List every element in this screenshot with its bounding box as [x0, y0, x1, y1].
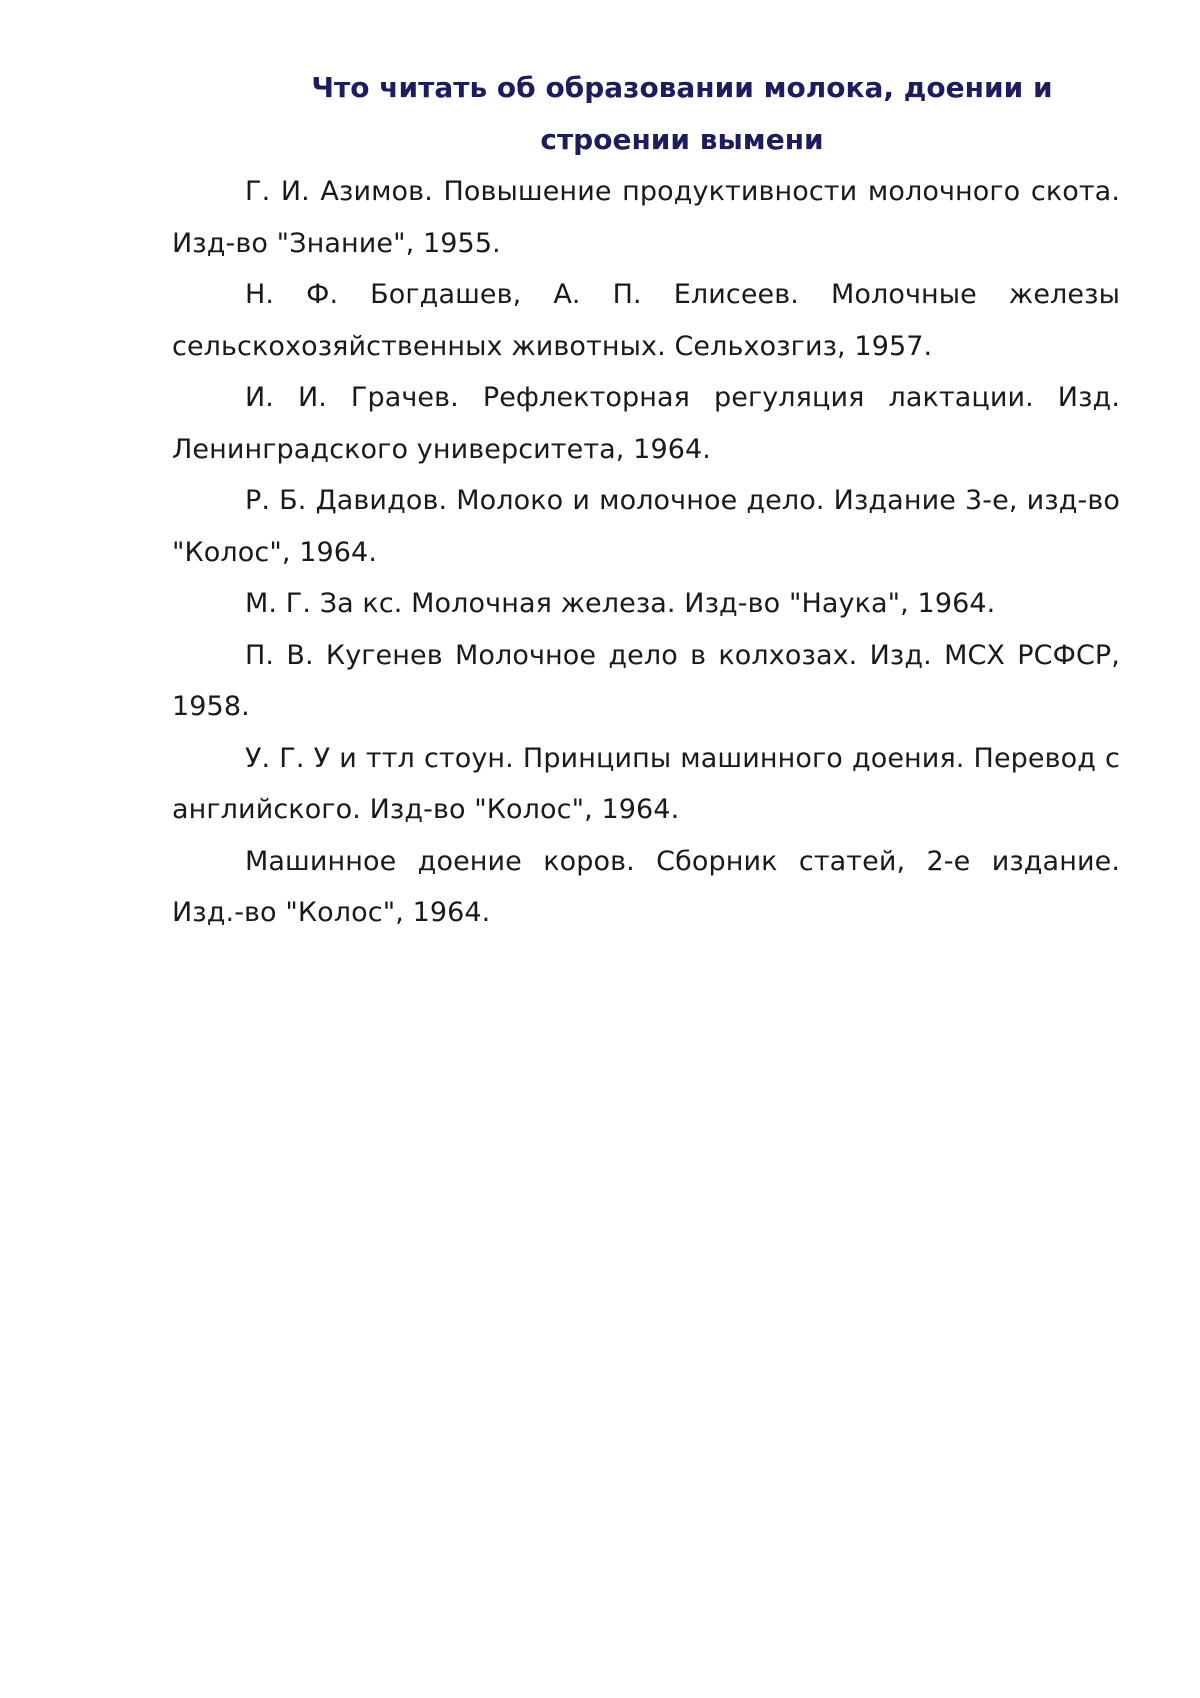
- document-page: [172, 62, 1120, 939]
- reference-item: Р. Б. Давидов. Молоко и молочное дело. Издание 3-е, изд-во "Колос", 1964.: [172, 485, 1120, 568]
- reference-list: [172, 166, 1120, 939]
- page-title-line-1: Что читать об образовании молока, доении и: [311, 71, 1053, 104]
- reference-item: М. Г. За кс. Молочная железа. Изд-во "Наука", 1964.: [245, 588, 996, 619]
- reference-item: Н. Ф. Богдашев, А. П. Елисеев. Молочные железы сельскохозяйственных животных. Сельхозгиз, 1957.: [172, 279, 1120, 362]
- reference-item: Машинное доение коров. Сборник статей, 2-е издание. Изд.-во "Колос", 1964.: [172, 845, 1120, 928]
- reference-item: Г. И. Азимов. Повышение продуктивности молочного скота. Изд-во "Знание", 1955.: [172, 176, 1120, 259]
- page-title: [172, 62, 1120, 166]
- reference-item: У. Г. У и ттл стоун. Принципы машинного доения. Перевод с английского. Изд-во "Колос", 1964.: [172, 742, 1120, 825]
- reference-item: И. И. Грачев. Рефлекторная регуляция лактации. Изд. Ленинградского университета, 1964.: [172, 382, 1120, 465]
- reference-item: П. В. Кугенев Молочное дело в колхозах. Изд. МСХ РСФСР, 1958.: [172, 639, 1120, 722]
- page-title-line-2: строении вымени: [540, 123, 824, 156]
